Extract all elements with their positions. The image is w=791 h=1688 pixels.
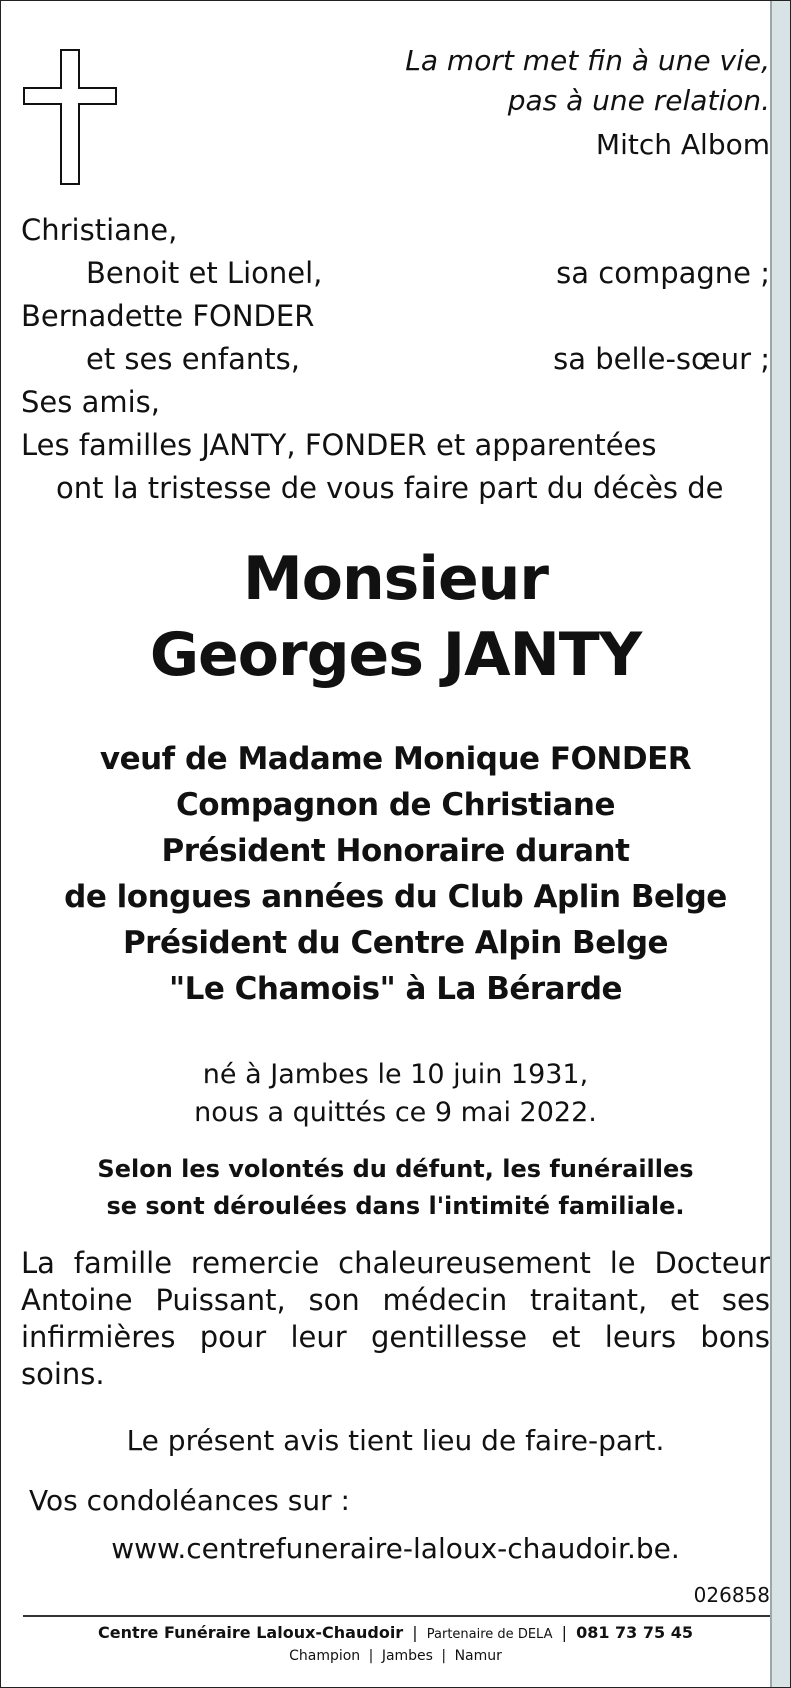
condolences-label: Vos condoléances sur : [29,1484,350,1517]
family-line-4-name: et ses enfants, [86,342,300,376]
family-line-4 [21,338,770,381]
phone-number[interactable]: 081 73 75 45 [576,1623,693,1642]
family-line-6: Les familles JANTY, FONDER et apparentées [21,428,657,462]
deceased-titles [21,736,770,1012]
family-line-4-relation: sa belle-sœur ; [553,342,770,376]
funeral-home-footer [21,1622,770,1666]
funeral-line-2: se sont déroulées dans l'intimité familiale. [106,1192,685,1220]
family-line-3: Bernadette FONDER [21,299,315,333]
footer-separator: | [368,1648,374,1664]
footer-line-1 [21,1622,770,1646]
quote-line-2: pas à une relation. [507,84,770,117]
footer-divider [23,1615,770,1617]
footer-separator: | [561,1623,567,1642]
family-announcement [21,209,770,510]
title-line-4: de longues années du Club Aplin Belge [64,879,727,915]
notice-content [21,1,770,1687]
title-line-3: Président Honoraire durant [161,833,630,869]
faire-part-notice: Le présent avis tient lieu de faire-part. [126,1424,665,1457]
funeral-notice [21,1151,770,1225]
death-date-line: nous a quittés ce 9 mai 2022. [194,1097,597,1128]
location-champion: Champion [289,1648,361,1664]
title-line-1: veuf de Madame Monique FONDER [99,741,692,777]
title-line-6: "Le Chamois" à La Bérarde [168,971,623,1007]
title-line-5: Président du Centre Alpin Belge [122,925,669,961]
cross-icon [23,49,117,185]
epigraph-quote [405,41,770,165]
birth-date-line: né à Jambes le 10 juin 1931, [202,1059,589,1090]
deceased-name: Georges JANTY [149,620,642,690]
family-line-7: ont la tristesse de vous faire part du décès de [56,471,724,505]
funeral-line-1: Selon les volontés du défunt, les funérailles [97,1155,694,1183]
quote-author: Mitch Albom [595,128,770,161]
footer-line-2 [21,1646,770,1666]
partner-label: Partenaire de DELA [426,1627,553,1642]
family-line-2-name: Benoit et Lionel, [86,256,323,290]
family-line-2 [21,252,770,295]
life-dates [21,1056,770,1132]
funeral-home-name: Centre Funéraire Laloux-Chaudoir [98,1623,404,1642]
thanks-paragraph: La famille remercie chaleureusement le Docteur Antoine Puissant, son médecin traitant, et ses infirmières pour leur gentillesse et leurs bons soins. [21,1246,770,1391]
footer-separator: | [441,1648,447,1664]
family-line-1: Christiane, [21,213,178,247]
deceased-title: Monsieur [243,544,548,614]
reference-number: 026858 [693,1583,770,1607]
family-line-2-relation: sa compagne ; [556,256,770,290]
family-line-5: Ses amis, [21,385,160,419]
footer-separator: | [412,1623,418,1642]
condolences-url[interactable]: www.centrefuneraire-laloux-chaudoir.be. [111,1532,680,1565]
deceased-name-block [21,541,770,693]
location-namur: Namur [454,1648,502,1664]
quote-line-1: La mort met fin à une vie, [405,44,770,77]
title-line-2: Compagnon de Christiane [175,787,616,823]
location-jambes: Jambes [381,1648,433,1664]
